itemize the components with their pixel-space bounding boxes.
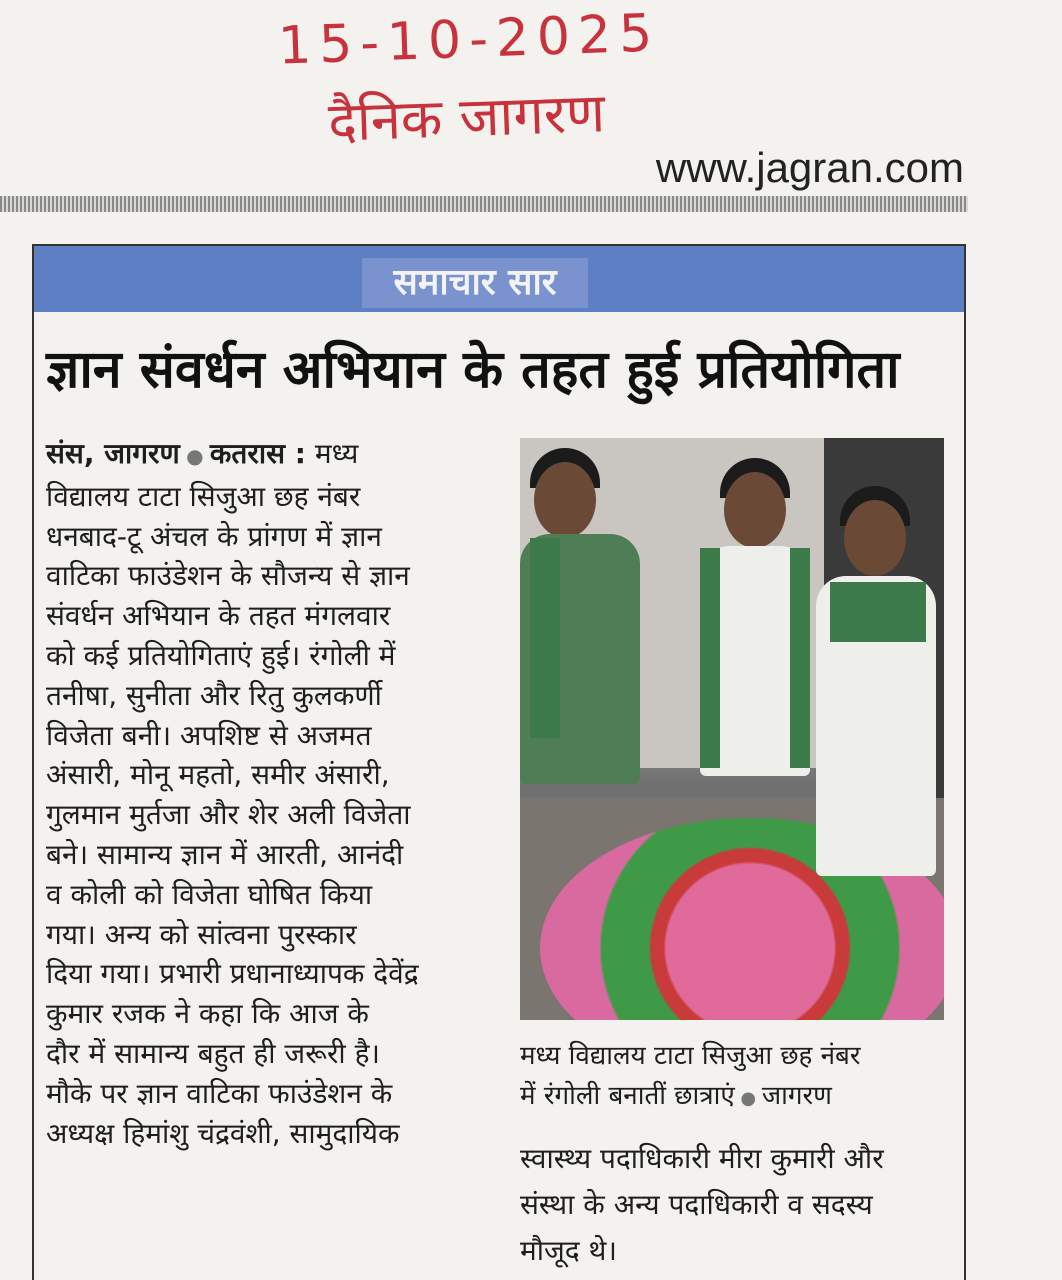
- header-rule: [0, 196, 968, 212]
- body-line: गुलमान मुर्तजा और शेर अली विजेता: [46, 798, 411, 832]
- article-headline: ज्ञान संवर्धन अभियान के तहत हुई प्रतियोगिता: [46, 340, 900, 400]
- body-line: अंसारी, मोनू महतो, समीर अंसारी,: [46, 758, 390, 792]
- body-line: दौर में सामान्य बहुत ही जरूरी है।: [46, 1036, 381, 1070]
- article-body: [46, 434, 508, 1153]
- body-line: दिया गया। प्रभारी प्रधानाध्यापक देवेंद्र: [46, 957, 419, 991]
- handwritten-date: 15-10-2025: [277, 3, 662, 77]
- caption-line: में रंगोली बनातीं छात्राएं ● जागरण: [520, 1081, 832, 1111]
- body-line: संवर्धन अभियान के तहत मंगलवार: [46, 599, 391, 633]
- body-line: बने। सामान्य ज्ञान में आरती, आनंदी: [46, 837, 404, 871]
- body-line: संस्था के अन्य पदाधिकारी व सदस्य: [520, 1188, 873, 1221]
- bullet-icon: ●: [734, 1088, 762, 1109]
- photo-caption: [520, 1036, 950, 1119]
- body-line: मौके पर ज्ञान वाटिका फाउंडेशन के: [46, 1076, 393, 1110]
- body-line: विजेता बनी। अपशिष्ट से अजमत: [46, 718, 372, 752]
- body-line: तनीषा, सुनीता और रितु कुलकर्णी: [46, 678, 382, 712]
- body-line: [46, 434, 508, 477]
- bullet-icon: ●: [179, 444, 210, 468]
- body-text: मध्य: [314, 437, 359, 470]
- body-line: मौजूद थे।: [520, 1234, 618, 1267]
- section-label: समाचार सार: [362, 258, 588, 308]
- body-line: वाटिका फाउंडेशन के सौजन्य से ज्ञान: [46, 559, 410, 593]
- body-line: को कई प्रतियोगिताएं हुई। रंगोली में: [46, 638, 396, 672]
- news-photo: [520, 438, 944, 1020]
- byline: संस, जागरण: [46, 437, 180, 470]
- body-line: अध्यक्ष हिमांशु चंद्रवंशी, सामुदायिक: [46, 1116, 400, 1150]
- body-line: व कोली को विजेता घोषित किया: [46, 877, 373, 911]
- body-line: गया। अन्य को सांत्वना पुरस्कार: [46, 917, 357, 951]
- site-url: www.jagran.com: [655, 144, 964, 191]
- photo-credit: जागरण: [761, 1081, 832, 1111]
- caption-line: मध्य विद्यालय टाटा सिजुआ छह नंबर: [520, 1041, 861, 1071]
- body-line: धनबाद-टू अंचल के प्रांगण में ज्ञान: [46, 519, 382, 553]
- handwritten-paper-name: दैनिक जागरण: [327, 81, 606, 154]
- body-line: कुमार रजक ने कहा कि आज के: [46, 997, 369, 1031]
- body-line: स्वास्थ्य पदाधिकारी मीरा कुमारी और: [520, 1142, 884, 1175]
- dateline: कतरास :: [209, 437, 306, 470]
- article-continued: [520, 1136, 950, 1274]
- body-line: विद्यालय टाटा सिजुआ छह नंबर: [46, 479, 361, 513]
